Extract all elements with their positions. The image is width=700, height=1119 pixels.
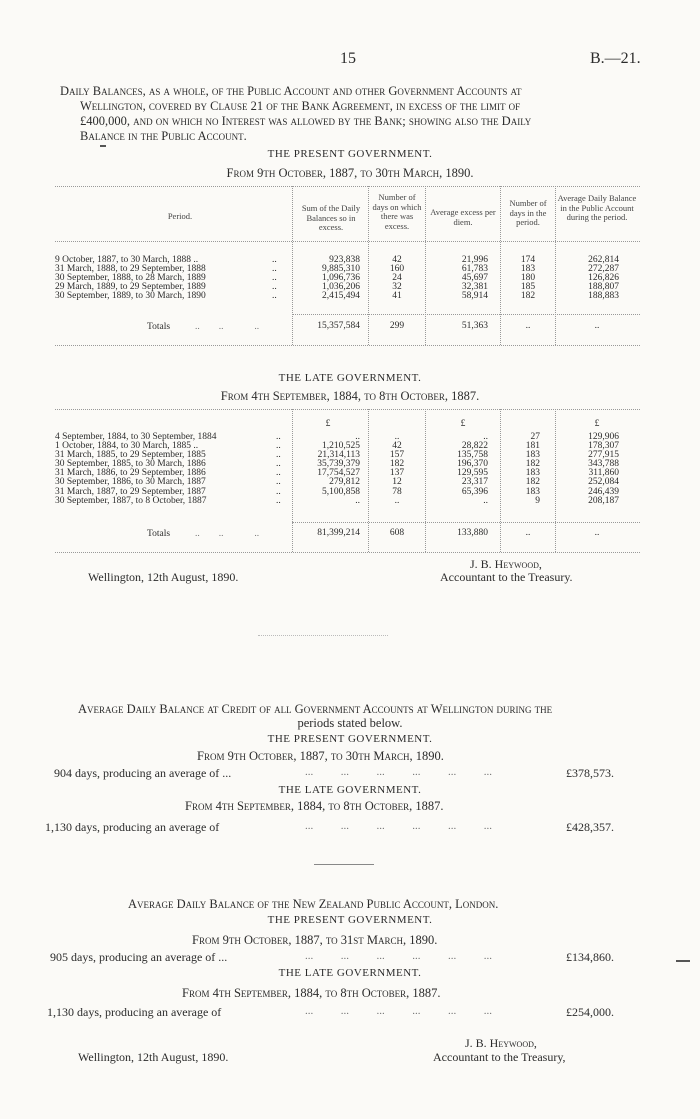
section3-present-leaders: ... ... ... ... ... ... xyxy=(305,950,492,962)
cell-avg: .. xyxy=(483,432,488,442)
cell-days-period: 9 xyxy=(535,495,540,506)
table1-total-days: 299 xyxy=(389,321,405,331)
cell-days-period: 27 xyxy=(530,432,540,442)
cell-avg: 21,996 xyxy=(461,255,488,265)
cell-avg: .. xyxy=(483,495,488,506)
table1-header-avg-excess: Average excess per diem. xyxy=(430,207,496,227)
section2-late-leaders: ... ... ... ... ... ... xyxy=(305,820,492,832)
cell-days: 32 xyxy=(392,282,402,293)
short-divider xyxy=(314,864,374,865)
table2-total-sum: 81,399,214 xyxy=(317,528,360,538)
table-row-period: 30 September, 1886, to 30 March, 1887 xyxy=(55,477,206,488)
row-leader: .. xyxy=(272,264,277,275)
row-leader: .. xyxy=(276,441,281,452)
section3-late-sub: From 4th September, 1884, to 8th October, 1887. xyxy=(182,986,441,1000)
table-row-period: 30 September, 1889, to 30 March, 1890 xyxy=(55,291,206,302)
cell-days: 157 xyxy=(389,450,405,461)
row-leader: .. xyxy=(272,282,277,293)
cell-sum: 9,885,310 xyxy=(322,264,360,275)
cell-days-period: 182 xyxy=(525,459,540,470)
table-row-period: 31 March, 1885, to 29 September, 1885 xyxy=(55,450,206,461)
intro-line: Daily Balances, as a whole, of the Public Account and other Government Accounts at xyxy=(60,84,522,98)
cell-avg: 32,381 xyxy=(461,282,488,293)
table1-days-column xyxy=(370,256,424,301)
table1-total-avg: 51,363 xyxy=(461,321,488,331)
table-row-period: 4 September, 1884, to 30 September, 1884 xyxy=(55,432,217,442)
table2-totals-leaders: .. .. .. xyxy=(195,529,260,539)
cell-avg: 196,370 xyxy=(457,459,488,470)
cell-days-period: 183 xyxy=(525,486,540,497)
table2-avg-daily-column xyxy=(557,433,619,506)
table1-column-rule xyxy=(555,186,556,345)
cell-days: .. xyxy=(394,432,400,442)
table2-top-rule xyxy=(55,409,640,410)
cell-avg-daily: 188,883 xyxy=(588,291,619,302)
intro-paragraph xyxy=(60,84,632,144)
cell-days-period: 180 xyxy=(520,273,536,284)
cell-avg-daily: 277,915 xyxy=(588,450,619,461)
section3-present-line: 905 days, producing an average of ... xyxy=(50,950,228,964)
row-leader: .. xyxy=(276,468,281,479)
table-row-period: 1 October, 1884, to 30 March, 1885 .. xyxy=(55,441,199,452)
table2-column-rule xyxy=(292,409,293,552)
cell-days: 182 xyxy=(389,459,405,470)
table-row-period: 30 September, 1885, to 30 March, 1886 xyxy=(55,459,206,470)
table1-total-sum: 15,357,584 xyxy=(317,321,360,331)
intro-line: Wellington, covered by Clause 21 of the Bank Agreement, in excess of the limit of xyxy=(80,99,521,113)
table-row-period: 31 March, 1886, to 29 September, 1886 xyxy=(55,468,206,479)
cell-sum: 279,812 xyxy=(329,477,360,488)
cell-avg-daily: 178,307 xyxy=(588,441,619,452)
section3-present-sub: From 9th October, 1887, to 31st March, 1890. xyxy=(192,933,438,947)
cell-sum: 21,314,113 xyxy=(317,450,360,461)
table2-totals-label: Totals xyxy=(147,529,171,539)
signature2-name: J. B. Heywood, xyxy=(465,1036,537,1050)
unit-pound-avg: £ xyxy=(460,419,466,429)
cell-days: 42 xyxy=(392,255,402,265)
cell-avg: 65,396 xyxy=(461,486,488,497)
cell-days: 78 xyxy=(392,486,402,497)
section3-late-line: 1,130 days, producing an average of xyxy=(47,1005,222,1019)
table1-column-rule xyxy=(292,186,293,345)
unit-pound-avg-daily: £ xyxy=(594,419,600,429)
cell-avg-daily: 246,439 xyxy=(588,486,619,497)
cell-days-period: 182 xyxy=(525,477,540,488)
table2-total-avg-daily: .. xyxy=(594,528,600,538)
section2-late-heading: THE LATE GOVERNMENT. xyxy=(278,784,422,796)
table2-period-column xyxy=(55,433,290,506)
section2-present-amount: £378,573. xyxy=(566,766,614,780)
cell-avg-daily: 188,807 xyxy=(588,282,619,293)
table2-row-leaders xyxy=(276,433,292,506)
table2-total-days: 608 xyxy=(389,528,405,538)
table1-total-days-period: .. xyxy=(525,321,531,331)
cell-days-period: 183 xyxy=(525,450,540,461)
table1-header-rule xyxy=(55,241,640,242)
section2-title-cont: periods stated below. xyxy=(297,716,403,730)
table2-avg-column xyxy=(428,433,488,506)
cell-avg: 28,822 xyxy=(461,441,488,452)
table1-column-rule xyxy=(500,186,501,345)
table2-days-period-column xyxy=(503,433,540,506)
cell-days-period: 174 xyxy=(520,255,536,265)
row-leader: .. xyxy=(276,495,281,506)
cell-sum: 2,415,494 xyxy=(322,291,360,302)
table1-top-rule xyxy=(55,186,640,187)
cell-sum: 1,096,736 xyxy=(322,273,360,284)
section-divider xyxy=(258,635,388,636)
cell-avg-daily: 272,287 xyxy=(588,264,619,275)
document-reference: B.—21. xyxy=(590,50,641,67)
cell-days: .. xyxy=(394,495,400,506)
table2-column-rule xyxy=(425,409,426,552)
table1-period-column xyxy=(55,256,290,301)
section2-late-amount: £428,357. xyxy=(566,820,614,834)
cell-days: 24 xyxy=(392,273,402,284)
cell-sum: 1,036,206 xyxy=(322,282,360,293)
cell-sum: 923,838 xyxy=(329,255,360,265)
table2-column-rule xyxy=(555,409,556,552)
section2-present-heading: THE PRESENT GOVERNMENT. xyxy=(267,733,433,745)
table2-total-avg: 133,880 xyxy=(457,528,488,538)
table2-totals-rule xyxy=(292,522,640,523)
section2-present-leaders: ... ... ... ... ... ... xyxy=(305,766,492,778)
cell-avg-daily: 262,814 xyxy=(588,255,619,265)
cell-sum: 1,210,525 xyxy=(322,441,360,452)
cell-days: 41 xyxy=(392,291,402,302)
table2-subheading: From 4th September, 1884, to 8th October, 1887. xyxy=(220,389,480,403)
table2-total-days-period: .. xyxy=(525,528,531,538)
table1-header-days-excess: Number of days on which there was excess. xyxy=(372,192,422,231)
row-leader: .. xyxy=(272,255,277,265)
table1-header-sum: Sum of the Daily Balances so in excess. xyxy=(301,203,361,232)
cell-avg-daily: 129,906 xyxy=(588,432,619,442)
cell-sum: .. xyxy=(355,495,360,506)
section3-late-leaders: ... ... ... ... ... ... xyxy=(305,1005,492,1017)
table2-column-rule xyxy=(500,409,501,552)
ink-speck xyxy=(100,145,106,147)
table-row-period: 30 September, 1888, to 28 March, 1889 xyxy=(55,273,206,284)
row-leader: .. xyxy=(272,273,277,284)
section2-present-line: 904 days, producing an average of ... xyxy=(54,766,232,780)
page-number: 15 xyxy=(340,50,356,67)
table1-sum-column xyxy=(296,256,360,301)
cell-avg: 129,595 xyxy=(457,468,488,479)
cell-avg-daily: 126,826 xyxy=(588,273,619,284)
row-leader: .. xyxy=(276,432,281,442)
cell-avg-daily: 343,788 xyxy=(588,459,619,470)
cell-avg: 58,914 xyxy=(461,291,488,302)
cell-days: 137 xyxy=(389,468,405,479)
table1-total-avg-daily: .. xyxy=(594,321,600,331)
cell-avg-daily: 252,084 xyxy=(588,477,619,488)
table1-subheading: From 9th October, 1887, to 30th March, 1890. xyxy=(226,166,474,180)
table1-totals-label: Totals xyxy=(147,322,171,332)
cell-days-period: 183 xyxy=(520,264,536,275)
cell-avg-daily: 311,860 xyxy=(588,468,619,479)
section3-title: Average Daily Balance of the New Zealand Public Account, London. xyxy=(128,897,499,911)
signature1-title: Accountant to the Treasury. xyxy=(440,570,573,584)
table-row-period: 31 March, 1887, to 29 September, 1887 xyxy=(55,486,206,497)
table-row-period: 9 October, 1887, to 30 March, 1888 .. xyxy=(55,255,199,265)
table-row-period: 30 September, 1887, to 8 October, 1887 xyxy=(55,495,207,506)
cell-days: 42 xyxy=(392,441,402,452)
cell-avg: 135,758 xyxy=(457,450,488,461)
table1-header-days-period: Number of days in the period. xyxy=(509,198,547,227)
cell-days-period: 181 xyxy=(525,441,540,452)
table-row-period: 31 March, 1888, to 29 September, 1888 xyxy=(55,264,206,275)
table1-totals-rule xyxy=(292,314,640,315)
cell-avg: 45,697 xyxy=(461,273,488,284)
row-leader: .. xyxy=(272,291,277,302)
row-leader: .. xyxy=(276,450,281,461)
unit-pound-sum: £ xyxy=(325,419,331,429)
row-leader: .. xyxy=(276,477,281,488)
table2-column-rule xyxy=(368,409,369,552)
table1-header-period: Period. xyxy=(167,211,193,221)
table2-days-column xyxy=(370,433,424,506)
table1-days-period-column xyxy=(503,256,553,301)
cell-avg: 61,783 xyxy=(461,264,488,275)
cell-days: 160 xyxy=(389,264,405,275)
cell-avg-daily: 208,187 xyxy=(588,495,619,506)
table1-row-leaders xyxy=(272,256,292,301)
ink-speck xyxy=(676,960,690,962)
section2-present-sub: From 9th October, 1887, to 30th March, 1890. xyxy=(197,749,444,763)
table1-heading: THE PRESENT GOVERNMENT. xyxy=(267,148,433,160)
cell-days-period: 183 xyxy=(525,468,540,479)
table1-bottom-rule xyxy=(55,345,640,346)
section3-present-heading: THE PRESENT GOVERNMENT. xyxy=(267,914,433,926)
section3-present-amount: £134,860. xyxy=(566,950,614,964)
table-row-period: 29 March, 1889, to 29 September, 1889 xyxy=(55,282,206,293)
table1-totals-leaders: .. .. .. xyxy=(195,322,260,332)
cell-avg: 23,317 xyxy=(461,477,488,488)
table1-header-avg-daily: Average Daily Balance in the Public Account during the period. xyxy=(557,193,637,222)
cell-days-period: 185 xyxy=(520,282,536,293)
cell-days: 12 xyxy=(392,477,402,488)
row-leader: .. xyxy=(276,486,281,497)
intro-line: Balance in the Public Account. xyxy=(80,129,247,143)
cell-sum: 5,100,858 xyxy=(322,486,360,497)
cell-sum: 35,739,379 xyxy=(317,459,360,470)
table2-sum-column xyxy=(296,433,360,506)
cell-sum: .. xyxy=(355,432,360,442)
table2-heading: THE LATE GOVERNMENT. xyxy=(278,372,422,384)
cell-sum: 17,754,527 xyxy=(317,468,360,479)
section3-late-amount: £254,000. xyxy=(566,1005,614,1019)
table1-avg-daily-column xyxy=(557,256,619,301)
table1-column-rule xyxy=(425,186,426,345)
section2-late-sub: From 4th September, 1884, to 8th October, 1887. xyxy=(185,799,444,813)
section2-late-line: 1,130 days, producing an average of xyxy=(45,820,220,834)
row-leader: .. xyxy=(276,459,281,470)
table1-avg-column xyxy=(428,256,488,301)
section3-late-heading: THE LATE GOVERNMENT. xyxy=(278,967,422,979)
signature1-name: J. B. Heywood, xyxy=(470,557,542,571)
section2-title: Average Daily Balance at Credit of all Government Accounts at Wellington during the xyxy=(78,702,553,716)
cell-days-period: 182 xyxy=(520,291,536,302)
table2-bottom-rule xyxy=(55,552,640,553)
signature2-place-date: Wellington, 12th August, 1890. xyxy=(78,1050,229,1064)
signature1-place-date: Wellington, 12th August, 1890. xyxy=(88,570,239,584)
signature2-title: Accountant to the Treasury, xyxy=(433,1050,566,1064)
table1-column-rule xyxy=(368,186,369,345)
intro-line: £400,000, and on which no Interest was allowed by the Bank; showing also the Daily xyxy=(80,114,532,128)
